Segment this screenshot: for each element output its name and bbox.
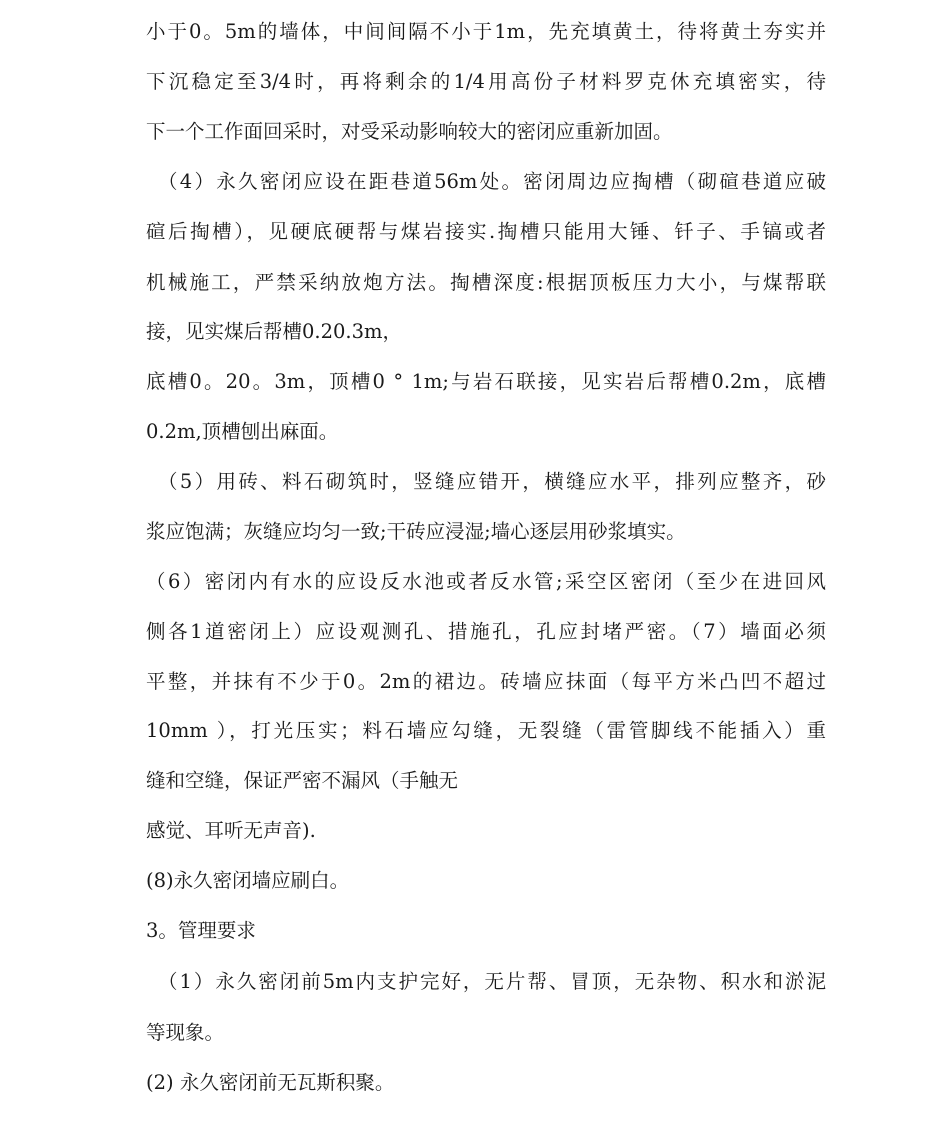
text-line: 碹后掏槽），见硬底硬帮与煤岩接实.掏槽只能用大锤、钎子、手镐或者 [146, 220, 826, 243]
text-line: (2) 永久密闭前无瓦斯积聚。 [146, 1071, 395, 1094]
text-line: (8)永久密闭墙应刷白。 [146, 869, 350, 892]
text-line: 下沉稳定至3/4时，再将剩余的1/4用高份子材料罗克休充填密实，待 [146, 70, 826, 93]
text-line: 平整，并抹有不少于0。2m的裙边。砖墙应抹面（每平方米凸凹不超过 [146, 670, 826, 693]
text-line: 等现象。 [146, 1021, 225, 1044]
text-line: （1）永久密闭前5m内支护完好，无片帮、冒顶，无杂物、积水和淤泥 [158, 970, 826, 993]
text-line: 浆应饱满；灰缝应均匀一致;干砖应浸湿;墙心逐层用砂浆填实。 [146, 520, 686, 543]
text-line: 缝和空缝，保证严密不漏风（手触无 [146, 769, 459, 792]
text-line: 底槽0。20。3m，顶槽0 ° 1m;与岩石联接，见实岩后帮槽0.2m，底槽 [146, 370, 826, 393]
text-line: 接，见实煤后帮槽0.20.3m， [146, 320, 403, 343]
text-line: 下一个工作面回采时，对受采动影响较大的密闭应重新加固。 [146, 120, 673, 143]
text-line: 小于0。5m的墙体，中间间隔不小于1m，先充填黄土，待将黄土夯实并 [146, 20, 826, 43]
text-line: 0.2m,顶槽刨出麻面。 [146, 420, 339, 443]
text-line: 10mm ），打光压实；料石墙应勾缝，无裂缝（雷管脚线不能插入）重 [146, 719, 826, 742]
text-line: （5）用砖、料石砌筑时，竖缝应错开，横缝应水平，排列应整齐，砂 [158, 470, 826, 493]
text-line: 机械施工，严禁采纳放炮方法。掏槽深度:根据顶板压力大小，与煤帮联 [146, 271, 826, 294]
text-line: 侧各1道密闭上）应设观测孔、措施孔，孔应封堵严密。（7）墙面必须 [146, 620, 826, 643]
section-heading: 3。管理要求 [146, 919, 256, 942]
text-line: （4）永久密闭应设在距巷道56m处。密闭周边应掏槽（砌碹巷道应破 [158, 170, 826, 193]
text-line: 感觉、耳听无声音). [146, 819, 316, 842]
text-line: （6）密闭内有水的应设反水池或者反水管;采空区密闭（至少在进回风 [146, 570, 826, 593]
